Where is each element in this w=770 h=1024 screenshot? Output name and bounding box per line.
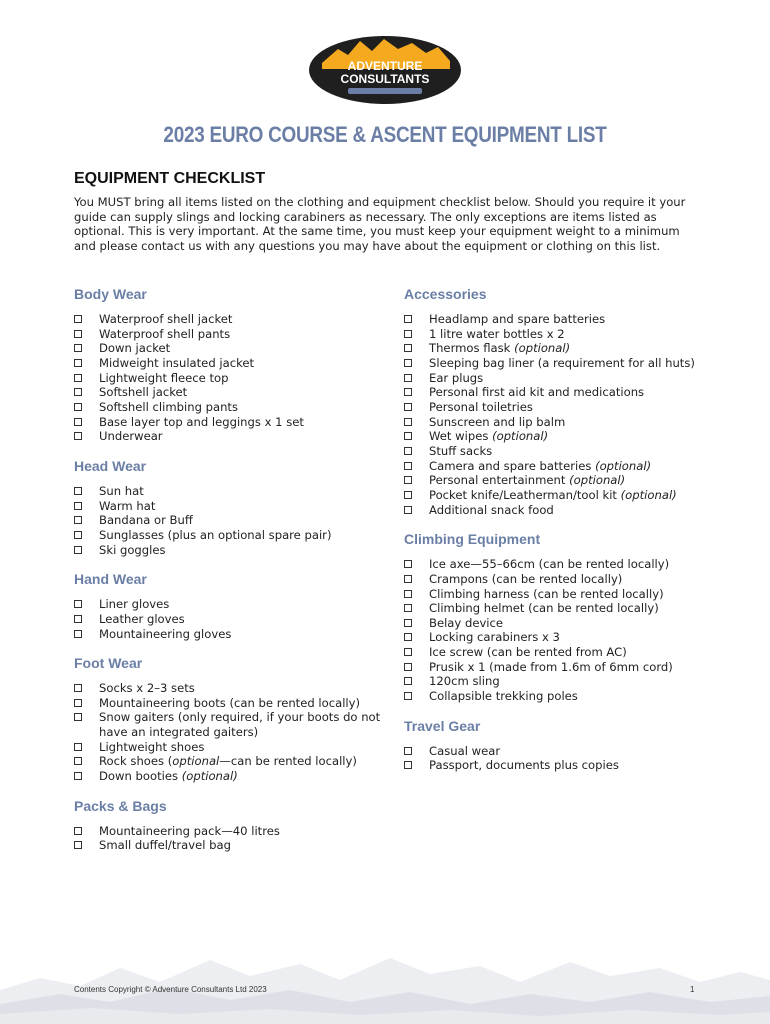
checkbox[interactable] [74, 772, 82, 780]
checkbox[interactable] [404, 761, 412, 769]
checklist-item [404, 744, 724, 759]
item-label: Rock shoes [99, 754, 168, 769]
checklist-item [74, 513, 384, 528]
checklist-travel-gear [404, 744, 724, 773]
checkbox[interactable] [404, 374, 412, 382]
item-optional-note: (optional) [595, 458, 652, 473]
item-label: 120cm sling [429, 674, 500, 689]
item-label: Snow gaiters (only required, if your boots do not have an integrated gaiters) [99, 710, 381, 740]
item-label: Down jacket [99, 341, 171, 356]
item-optional-note: (optional) [569, 473, 626, 488]
checkbox[interactable] [404, 388, 412, 396]
checklist-item [74, 612, 384, 627]
checkbox[interactable] [404, 633, 412, 641]
item-label: Small duffel/travel bag [99, 838, 231, 853]
checklist-item [74, 415, 384, 430]
checklist-climbing-equipment [404, 557, 724, 704]
item-label: Sleeping bag liner (a requirement for all huts) [429, 355, 695, 370]
item-label-suffix: —can be rented locally) [219, 754, 357, 769]
checklist-item [74, 341, 384, 356]
checklist-accessories [404, 312, 724, 517]
checklist-item [74, 385, 384, 400]
item-label: Socks x 2–3 sets [99, 681, 195, 696]
group-heading-packs-bags: Packs & Bags [74, 797, 167, 814]
checkbox[interactable] [74, 699, 82, 707]
item-label: Midweight insulated jacket [99, 355, 255, 370]
item-label: Collapsible trekking poles [429, 689, 578, 704]
item-label: Mountaineering gloves [99, 626, 232, 641]
checklist-item [74, 710, 384, 739]
checkbox[interactable] [74, 757, 82, 765]
checkbox[interactable] [74, 344, 82, 352]
item-label: Personal first aid kit and medications [429, 385, 645, 400]
checkbox[interactable] [74, 546, 82, 554]
checklist-item [404, 557, 724, 572]
checklist-item [404, 415, 724, 430]
item-label: Softshell climbing pants [99, 399, 239, 414]
checklist-item [74, 769, 384, 784]
item-label: Wet wipes [429, 429, 493, 444]
checkbox[interactable] [74, 630, 82, 638]
right-column [404, 286, 724, 787]
item-label: Thermos flask [429, 341, 515, 356]
checkbox[interactable] [74, 743, 82, 751]
checkbox[interactable] [404, 747, 412, 755]
checklist-item [404, 758, 724, 773]
checklist-item [404, 674, 724, 689]
checklist-item [74, 327, 384, 342]
checkbox[interactable] [404, 560, 412, 568]
checkbox[interactable] [404, 432, 412, 440]
document-title: 2023 EURO COURSE & ASCENT EQUIPMENT LIST [163, 122, 607, 147]
checklist-item [74, 484, 384, 499]
checklist-item [74, 312, 384, 327]
checklist-item [404, 616, 724, 631]
checkbox[interactable] [404, 619, 412, 627]
group-heading-head-wear: Head Wear [74, 457, 147, 474]
item-label: Camera and spare batteries [429, 458, 596, 473]
adventure-consultants-logo [308, 35, 462, 105]
mountain-backdrop [0, 930, 770, 1024]
checkbox[interactable] [74, 516, 82, 524]
checklist-item [404, 572, 724, 587]
item-label: Sunglasses (plus an optional spare pair) [99, 527, 332, 542]
checkbox[interactable] [404, 359, 412, 367]
checklist-item [74, 400, 384, 415]
checkbox[interactable] [404, 575, 412, 583]
checkbox[interactable] [404, 506, 412, 514]
item-optional-note: (optional) [620, 487, 677, 502]
checklist-item [74, 528, 384, 543]
item-label: Leather gloves [99, 611, 185, 626]
item-label: Additional snack food [429, 502, 554, 517]
checkbox[interactable] [74, 388, 82, 396]
checklist-item [404, 645, 724, 660]
checklist-item [404, 630, 724, 645]
item-label: Underwear [99, 429, 163, 444]
item-optional-note: optional [172, 754, 220, 769]
checkbox[interactable] [74, 827, 82, 835]
checklist-item [404, 385, 724, 400]
item-label: Base layer top and leggings x 1 set [99, 414, 304, 429]
checklist-item [74, 740, 384, 755]
checkbox[interactable] [404, 315, 412, 323]
item-label: Down booties [99, 769, 182, 784]
checklist-item [74, 597, 384, 612]
checklist-item [74, 371, 384, 386]
checklist-item [404, 371, 724, 386]
checklist-item [74, 824, 384, 839]
checkbox[interactable] [74, 403, 82, 411]
item-label: Headlamp and spare batteries [429, 312, 606, 326]
checklist-body-wear [74, 312, 384, 444]
group-heading-body-wear: Body Wear [74, 286, 147, 302]
item-label: Stuff sacks [429, 443, 493, 458]
checklist-item [404, 488, 724, 503]
item-label: Prusik x 1 (made from 1.6m of 6mm cord) [429, 659, 673, 674]
item-label: Lightweight shoes [99, 739, 205, 754]
checkbox[interactable] [404, 462, 412, 470]
checklist-foot-wear [74, 681, 384, 784]
checklist-item [404, 473, 724, 488]
checkbox[interactable] [404, 692, 412, 700]
checklist-heading: EQUIPMENT CHECKLIST [74, 170, 266, 187]
checkbox[interactable] [404, 330, 412, 338]
item-label: Warm hat [99, 498, 156, 513]
item-label: Personal entertainment [429, 473, 570, 488]
checklist-item [404, 660, 724, 675]
checkbox[interactable] [74, 713, 82, 721]
logo-line-1: ADVENTURE [347, 59, 423, 73]
checklist-item [404, 444, 724, 459]
item-label: Belay device [429, 615, 504, 630]
checklist-item [74, 429, 384, 444]
checkbox[interactable] [404, 491, 412, 499]
item-optional-note: (optional) [492, 429, 549, 444]
checkbox[interactable] [404, 648, 412, 656]
checklist-item [404, 429, 724, 444]
footer-copyright: Contents Copyright © Adventure Consultants Ltd 2023 [74, 985, 267, 994]
logo-banner [348, 88, 422, 94]
checklist-item [404, 312, 724, 327]
item-label: Locking carabiners x 3 [429, 630, 560, 645]
checkbox[interactable] [404, 403, 412, 411]
item-label: Passport, documents plus copies [429, 758, 619, 773]
checkbox[interactable] [74, 330, 82, 338]
item-label: Crampons (can be rented locally) [429, 571, 623, 586]
left-column [74, 286, 384, 867]
checklist-item [74, 356, 384, 371]
checklist-item [74, 627, 384, 642]
item-label: Mountaineering boots (can be rented locally) [99, 695, 361, 710]
checkbox[interactable] [74, 418, 82, 426]
checklist-item [74, 499, 384, 514]
item-label: Mountaineering pack—40 litres [99, 823, 280, 838]
footer-page-number: 1 [690, 985, 695, 994]
item-label: Personal toiletries [429, 399, 533, 414]
item-label: Waterproof shell jacket [99, 312, 233, 326]
checkbox[interactable] [404, 418, 412, 426]
intro-paragraph: You MUST bring all items listed on the clothing and equipment checklist below. Should you require it your guide can supply slings and locking carabiners as necessary. The only exceptions are items listed as optional. This is very important. At the same time, you must keep your equipment weight to a minimum and please contact us with any questions you may have about the equipment or clothing on this list. [74, 195, 686, 253]
item-label: Sun hat [99, 483, 144, 498]
checklist-packs-bags [74, 824, 384, 853]
checklist-item [404, 587, 724, 602]
checkbox[interactable] [74, 359, 82, 367]
checkbox[interactable] [74, 374, 82, 382]
item-label: Softshell jacket [99, 385, 188, 400]
item-optional-note: (optional) [514, 341, 571, 356]
checklist-item [74, 543, 384, 558]
item-label: Ski goggles [99, 542, 166, 557]
checkbox[interactable] [74, 315, 82, 323]
checkbox[interactable] [74, 432, 82, 440]
checkbox[interactable] [74, 615, 82, 623]
item-label: Lightweight fleece top [99, 370, 229, 385]
item-label: Ice axe—55–66cm (can be rented locally) [429, 557, 670, 572]
group-heading-foot-wear: Foot Wear [74, 655, 143, 672]
checkbox[interactable] [404, 677, 412, 685]
item-label: Ear plugs [429, 370, 484, 385]
checklist-item: Rock shoes (optional—can be rented locally) [74, 754, 384, 769]
item-label: Ice screw (can be rented from AC) [429, 645, 627, 660]
checkbox[interactable] [404, 663, 412, 671]
checklist-item [404, 400, 724, 415]
item-label: Pocket knife/Leatherman/tool kit [429, 487, 621, 502]
checkbox[interactable] [404, 447, 412, 455]
logo-line-2: CONSULTANTS [340, 72, 430, 86]
item-label: Climbing harness (can be rented locally) [429, 586, 664, 601]
checklist-item [74, 838, 384, 853]
checkbox[interactable] [404, 604, 412, 612]
item-optional-note: (optional) [181, 769, 238, 784]
checklist-item [404, 601, 724, 616]
group-heading-climbing-equipment: Climbing Equipment [404, 531, 541, 548]
item-label: Waterproof shell pants [99, 326, 231, 341]
checkbox[interactable] [74, 684, 82, 692]
checklist-item [74, 681, 384, 696]
checkbox[interactable] [404, 344, 412, 352]
checklist-hand-wear [74, 597, 384, 641]
checkbox[interactable] [404, 476, 412, 484]
item-label: 1 litre water bottles x 2 [429, 326, 565, 341]
checklist-item [404, 356, 724, 371]
item-label: Liner gloves [99, 597, 170, 612]
checkbox[interactable] [404, 590, 412, 598]
group-heading-hand-wear: Hand Wear [74, 571, 147, 588]
item-label: Climbing helmet (can be rented locally) [429, 601, 659, 616]
checklist-item [404, 341, 724, 356]
checkbox[interactable] [74, 502, 82, 510]
checklist-item [404, 503, 724, 518]
item-label: Casual wear [429, 743, 501, 758]
checklist-item [404, 327, 724, 342]
checklist-item [404, 689, 724, 704]
checklist-item [74, 696, 384, 711]
checkbox[interactable] [74, 841, 82, 849]
group-heading-travel-gear: Travel Gear [404, 717, 481, 734]
group-heading-accessories: Accessories [404, 286, 487, 302]
item-label: Bandana or Buff [99, 513, 193, 528]
checklist-head-wear [74, 484, 384, 557]
item-label: Sunscreen and lip balm [429, 414, 566, 429]
checkbox[interactable] [74, 531, 82, 539]
checkbox[interactable] [74, 600, 82, 608]
checklist-item [404, 459, 724, 474]
checkbox[interactable] [74, 487, 82, 495]
